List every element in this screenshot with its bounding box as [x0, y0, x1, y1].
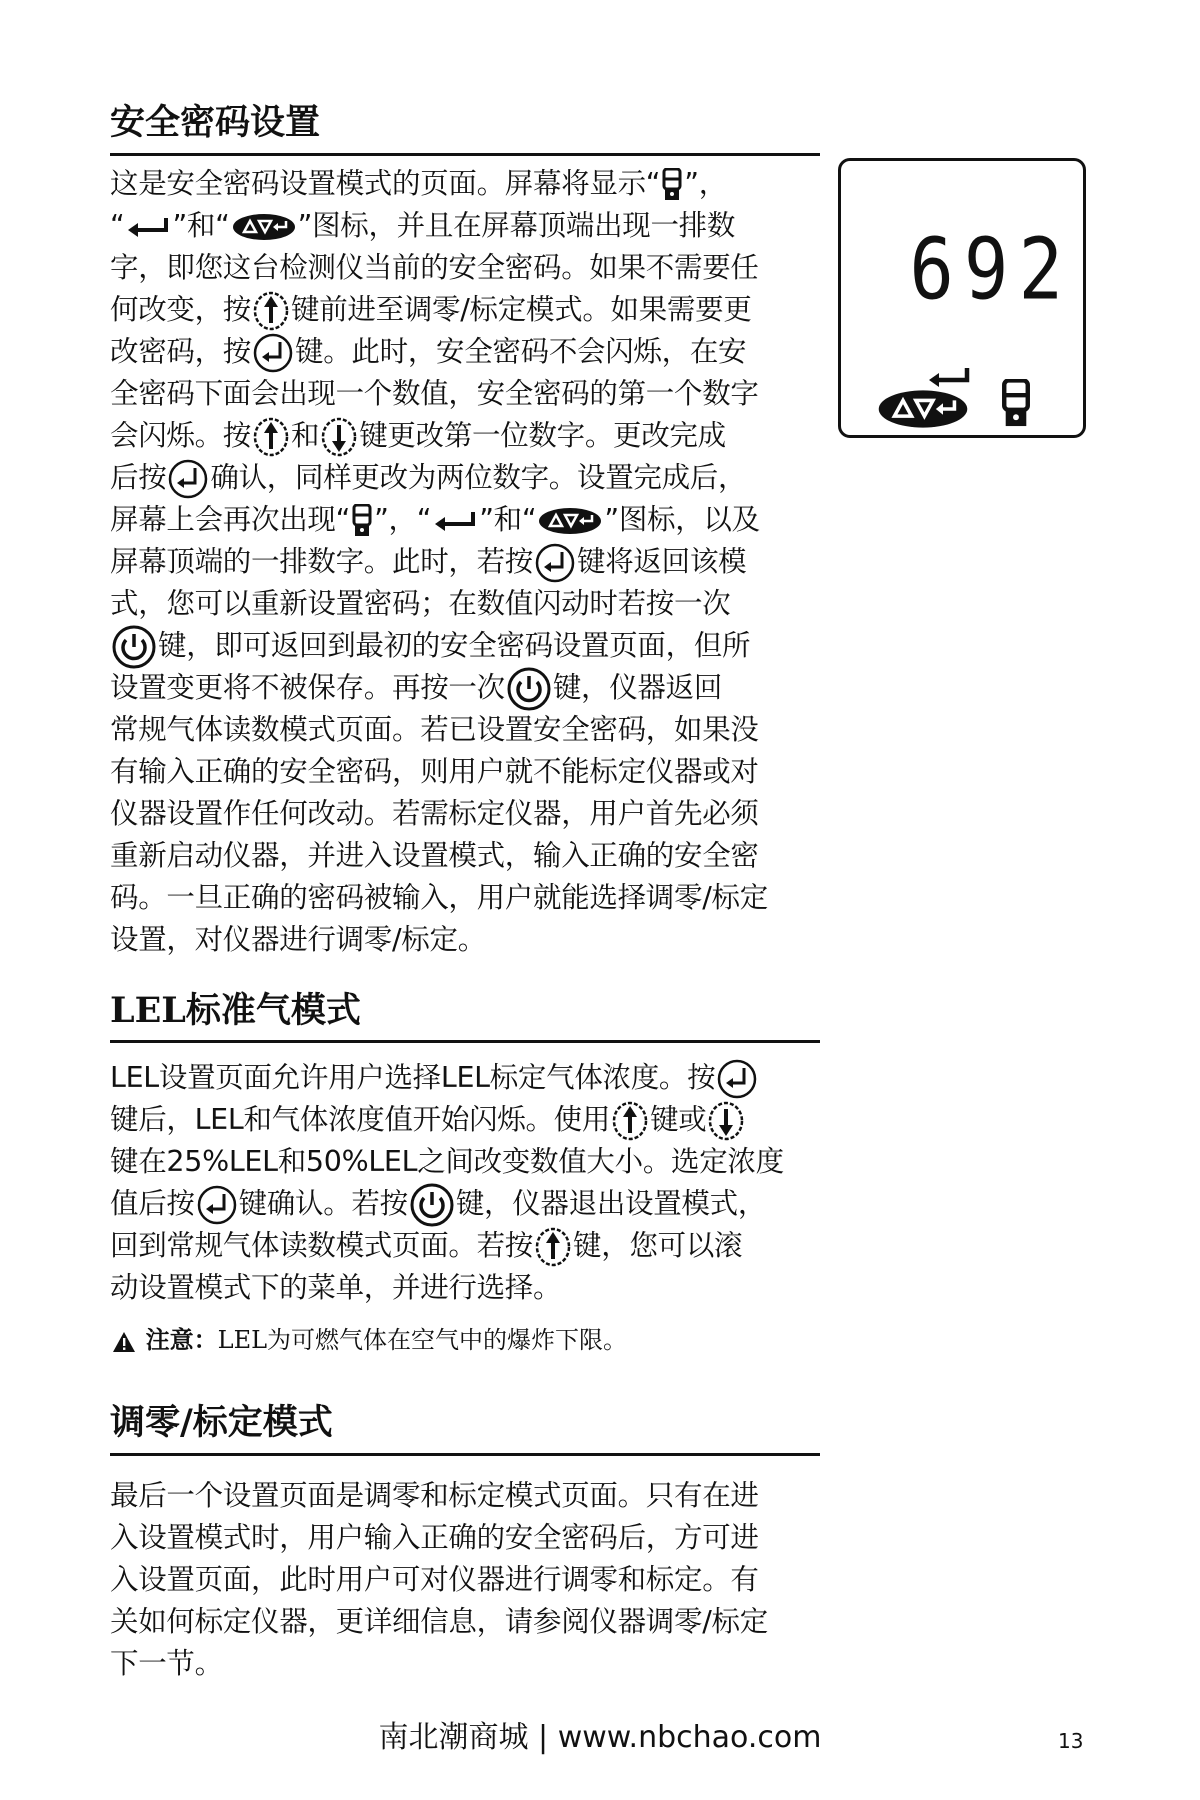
enter-key-icon — [168, 459, 208, 499]
power-key-icon — [112, 625, 156, 669]
up-arrow-key-icon — [253, 291, 289, 331]
section-title-lel: LEL标准气模式 — [110, 990, 361, 1031]
zero-calibration-paragraph: 最后一个设置页面是调零和标定模式页面。只有在进 入设置模式时，用户输入正确的安全密码后，方可进 入设置页面，此时用户可对仪器进行调零和标定。有 关如何标定仪器，更详细信息，请参阅仪器调零/标定 下一节。 — [110, 1479, 768, 1680]
enter-key-icon — [535, 543, 575, 583]
warning-triangle-icon — [112, 1331, 136, 1353]
enter-arrow-icon — [433, 508, 477, 534]
section-title-zero-calibration: 调零/标定模式 — [110, 1402, 333, 1443]
section-divider — [110, 1040, 820, 1043]
lcd-security-code-digits: 692 — [909, 220, 1073, 320]
padlock-digit-icon — [1001, 379, 1031, 433]
security-code-paragraph: 这是安全密码设置模式的页面。屏幕将显示“ ”， “ ”和“ ”图标，并且在屏幕顶端出现一排数 字，即您这台检测仪当前的安全密码。如果不需要任 何改变，按 键前进至调零/标定模式。如果需要更 改密码，按 键。此时，安全密码不会闪烁，在安 全密码下面会出现一个数值，安全密码的第一个数字 会闪烁。按 和 键更改第一位数字。更改完成 后按 确认，同样更改为两位数字。设置完成后， 屏幕上会再次出现“ ”，“ ”和“ ”图标，以及 屏幕顶端的一排数字。此时，若按 键将返回该模 式，您可以重新设置密码；在数值闪动时若按一次 键，即可返回到最初的安全密码设置页面，但所 设置变更将不被保存。再按一次 键，仪器返回 常规气体读数模式页面。若已设置安全密码，如果没 有输入正确的安全密码，则用户就不能标定仪器或对 仪器设置作任何改动。若需标定仪器，用户首先必须 重新启动仪器，并进入设置模式，输入正确的安全密 码。一旦正确的密码被输入，用户就能选择调零/标定 设置，对仪器进行调零/标定。 — [110, 167, 768, 956]
lcd-display-illustration — [838, 158, 1086, 438]
setup-oval-icon — [877, 389, 969, 433]
note-label: 注意： — [145, 1325, 218, 1354]
section-divider — [110, 1453, 820, 1456]
lel-paragraph: LEL设置页面允许用户选择LEL标定气体浓度。按 键后，LEL和气体浓度值开始闪烁。使用 键或 键在25%LEL和50%LEL之间改变数值大小。选定浓度 值后按 键确认。若按 键，仪器退出设置模式， 回到常规气体读数模式页面。若按 键，您可以滚 动设置模式下的菜单，并进行选择。 — [110, 1061, 784, 1304]
power-key-icon — [410, 1183, 454, 1227]
down-arrow-key-icon — [321, 417, 357, 457]
enter-arrow-icon — [126, 214, 170, 240]
up-arrow-key-icon — [535, 1227, 571, 1267]
down-arrow-key-icon — [708, 1101, 744, 1141]
page-number: 13 — [1058, 1729, 1084, 1753]
power-key-icon — [507, 667, 551, 711]
section-divider — [110, 153, 820, 156]
setup-oval-icon — [538, 507, 602, 535]
enter-key-icon — [197, 1185, 237, 1225]
enter-key-icon — [717, 1059, 757, 1099]
footer-watermark: 南北潮商城 | www.nbchao.com — [378, 1720, 822, 1755]
section-title-security-code: 安全密码设置 — [110, 102, 321, 143]
up-arrow-key-icon — [612, 1101, 648, 1141]
setup-oval-icon — [232, 213, 296, 241]
lel-note — [110, 1323, 627, 1357]
note-text: LEL为可燃气体在空气中的爆炸下限。 — [217, 1326, 628, 1354]
padlock-digit-icon — [662, 168, 682, 202]
enter-key-icon — [253, 333, 293, 373]
up-arrow-key-icon — [253, 417, 289, 457]
padlock-digit-icon — [352, 504, 372, 538]
